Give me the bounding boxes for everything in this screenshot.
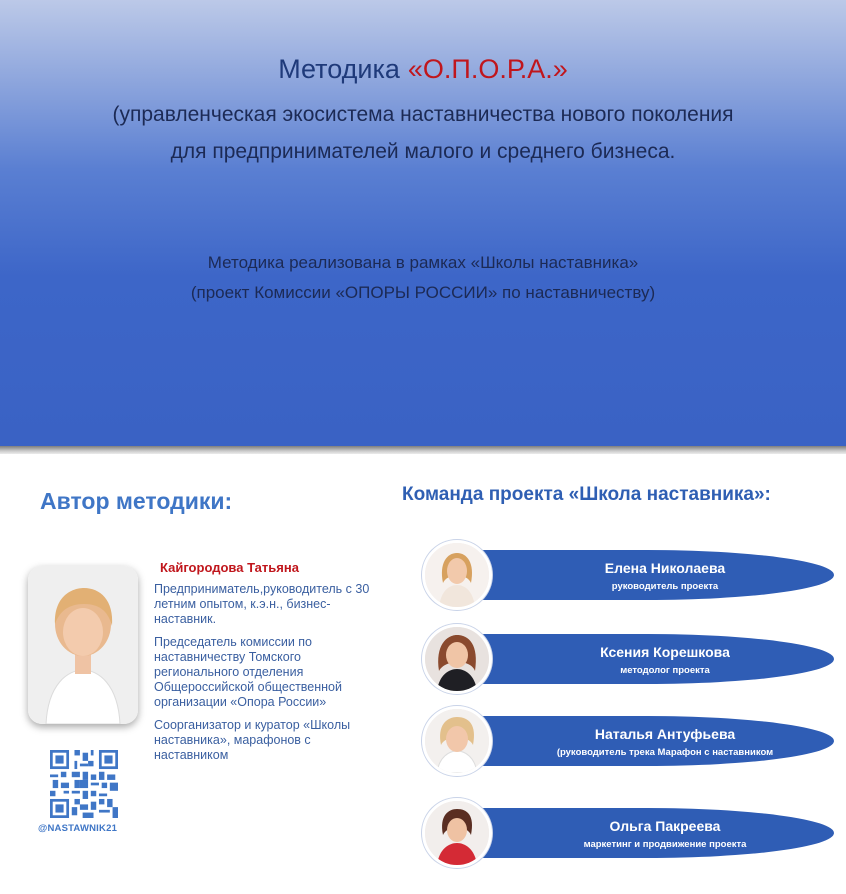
author-heading: Автор методики: xyxy=(40,488,233,514)
team-member-name: Елена Николаева xyxy=(604,560,726,576)
team-member-card xyxy=(422,540,836,612)
author-portrait-icon xyxy=(28,566,138,724)
person-portrait-icon xyxy=(425,543,489,607)
team-member-card xyxy=(422,706,836,778)
person-portrait-icon xyxy=(425,801,489,865)
team-member-card xyxy=(422,624,836,696)
methodology-description: (управленческая экосистема наставничества нового поколения для предпринимателей малого и среднего бизнеса. xyxy=(112,103,734,163)
team-member-banner xyxy=(460,716,834,766)
author-bio-paragraph: Председатель комиссии по наставничеству Томского регионального отделения Общероссийской общественной организации «Опора России» xyxy=(154,635,342,709)
slide-divider xyxy=(0,446,846,454)
team-member-card xyxy=(422,798,836,870)
title-slide xyxy=(0,0,846,446)
methodology-note xyxy=(60,248,786,308)
team-member-banner xyxy=(460,550,834,600)
team-member-role: (руководитель трека Марафон с наставником xyxy=(556,747,774,758)
author-bio-paragraph: Соорганизатор и куратор «Школы наставника», марафонов с наставником xyxy=(154,718,351,762)
person-portrait-icon xyxy=(425,709,489,773)
qr-code-label: @NASTAWNIK21 xyxy=(38,823,118,834)
team-member-avatar xyxy=(422,540,492,610)
team-member-avatar xyxy=(422,706,492,776)
team-member-role: руководитель проекта xyxy=(611,581,719,592)
team-member-avatar xyxy=(422,624,492,694)
team-heading: Команда проекта «Школа наставника»: xyxy=(402,484,771,505)
team-member-banner xyxy=(460,634,834,684)
team-member-role: маркетинг и продвижение проекта xyxy=(583,839,747,850)
methodology-note-line-1: Методика реализована в рамках «Школы наставника» xyxy=(207,253,639,272)
author-name: Кайгородова Татьяна xyxy=(160,560,299,575)
methodology-title xyxy=(0,54,846,85)
qr-code-icon[interactable] xyxy=(50,750,118,818)
team-member-banner xyxy=(460,808,834,858)
team-member-name: Наталья Антуфьева xyxy=(594,726,736,742)
team-member-role: методолог проекта xyxy=(620,665,710,676)
team-member-name: Ольга Пакреева xyxy=(609,818,721,834)
author-photo xyxy=(28,566,138,724)
author-bio xyxy=(154,582,374,771)
methodology-brand: «О.П.О.Р.А.» xyxy=(407,54,568,84)
team-member-avatar xyxy=(422,798,492,868)
methodology-title-word: Методика xyxy=(278,54,400,84)
person-portrait-icon xyxy=(425,627,489,691)
team-member-name: Ксения Корешкова xyxy=(600,644,730,660)
methodology-note-line-2: (проект Комиссии «ОПОРЫ РОССИИ» по наставничеству) xyxy=(190,283,656,302)
author-bio-paragraph: Предприниматель,руководитель с 30 летним опытом, к.э.н., бизнес-наставник. xyxy=(154,582,370,626)
